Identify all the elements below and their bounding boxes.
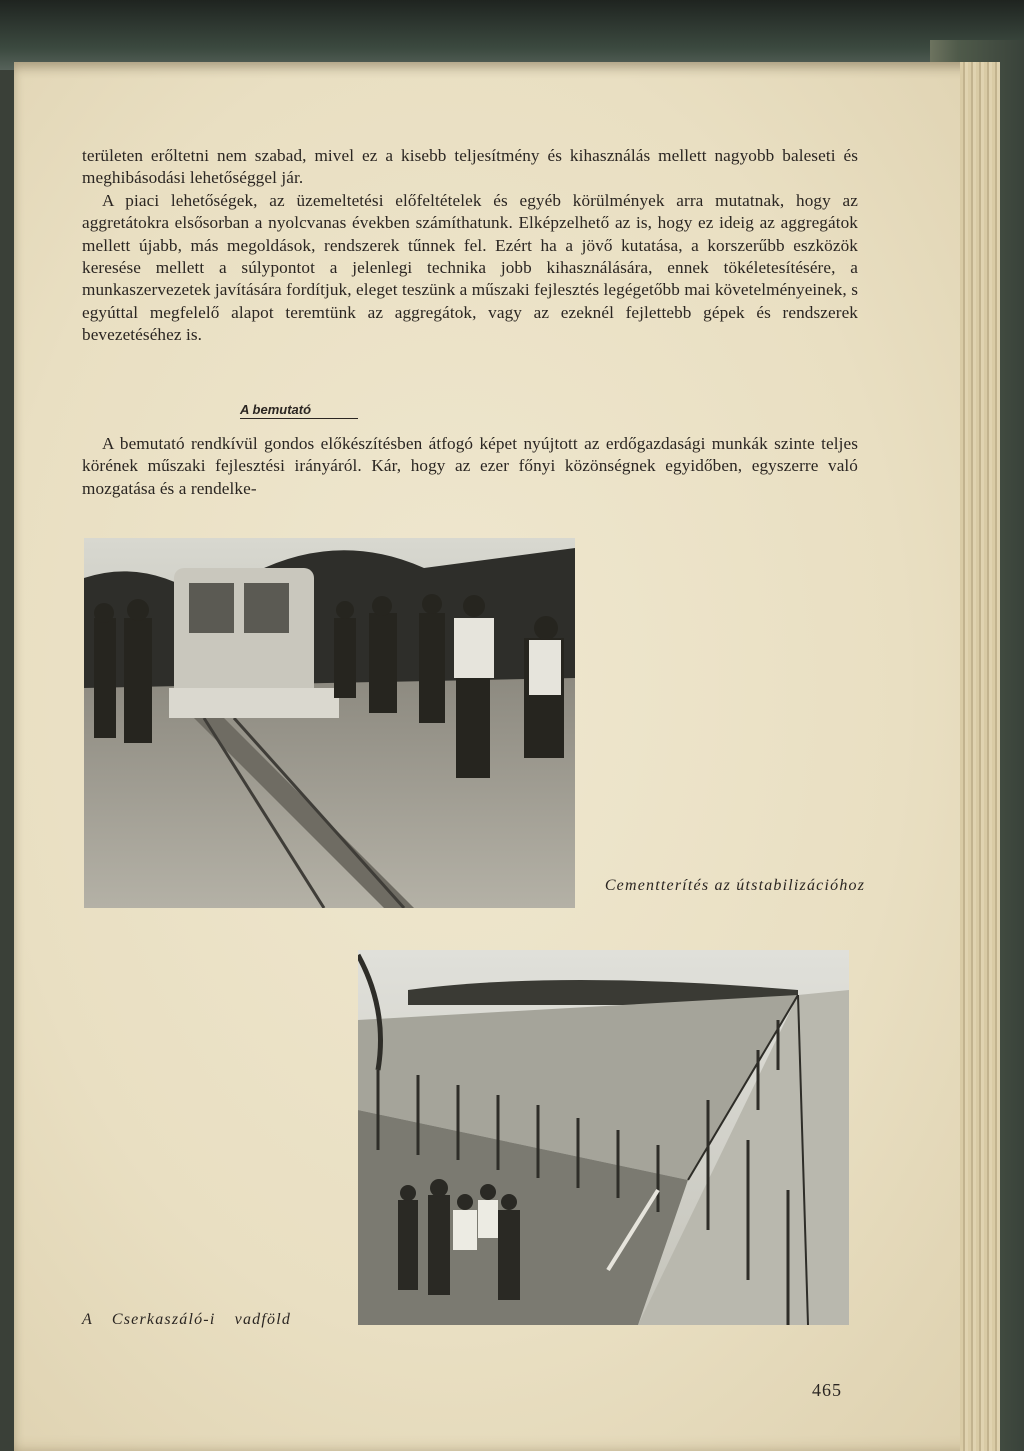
paragraph-line: A piaci lehetőségek, az üzemeltetési előfeltételek és egyéb körülmények arra mutatnak, hogy az aggretátokra elsősorban a nyolcvanas években számíthatunk. Elképzelhető az is, hogy ez ideig az aggregátok mellett újabb, más megoldások, rendszerek tűnnek fel. Ezért ha a jövő kutatása, a korszerűbb eszközök keresése mellett a súlypontot a jelenlegi technika jobb kihasználására, ennek tökéletesítésére, a munkaszervezetek javítására fordítjuk, eleget teszünk a műszaki fejlesztés legégetőbb mai követelményeinek, s egyúttal megfelelő alapot teremtünk az aggregátok, vagy az ezeknél fejlettebb gépek és rendszerek bevezetéséhez is.: [82, 190, 858, 345]
figure-caption-1: Cementterítés az útstabilizációhoz: [604, 877, 866, 894]
scan-background-top: [0, 0, 1024, 70]
body-paragraph-2: [82, 433, 858, 500]
section-heading: A bemutató: [240, 402, 358, 419]
paragraph-line: területen erőltetni nem szabad, mivel ez a kisebb teljesítmény és kihasználás mellett nagyobb baleseti és meghibásodási lehetőséggel jár.: [82, 146, 858, 188]
figure-caption-2: A Cserkaszáló-i vadföld: [82, 1311, 292, 1328]
paragraph-text: A bemutató rendkívül gondos előkészítésben átfogó képet nyújtott az erdőgazdasági munkák szinte teljes körének műszaki fejlesztési irányáról. Kár, hogy az ezer főnyi közönségnek egyidőben, egyszerre való mozgatása és a rendelke-: [82, 434, 858, 498]
body-paragraph-1: [82, 145, 858, 347]
photo-road-cement-spreading: [84, 538, 575, 908]
page-edges: [960, 62, 1000, 1451]
page-number: 465: [812, 1380, 842, 1400]
photo-game-field-fence: [358, 950, 849, 1325]
